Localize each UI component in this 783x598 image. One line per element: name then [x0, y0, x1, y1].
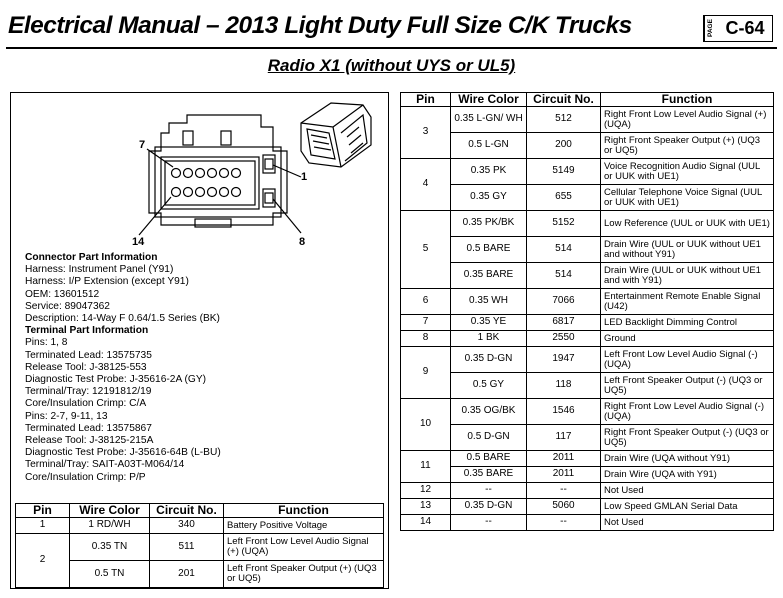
page-number-box [703, 15, 773, 42]
table-row [401, 515, 774, 531]
circuit-cell: 2011 [527, 467, 601, 483]
wire-color-cell: 0.5 BARE [451, 451, 527, 467]
circuit-cell: 118 [527, 373, 601, 399]
function-cell: Left Front Speaker Output (+) (UQ3 or UQ5) [224, 561, 384, 588]
connector-info [25, 252, 221, 484]
pin-cell: 3 [401, 107, 451, 159]
pin-8-label: 8 [299, 236, 306, 248]
table-row [401, 107, 774, 133]
info-line: Release Tool: J-38125-553 [25, 361, 147, 373]
page-title: Electrical Manual – 2013 Light Duty Full Size C/K Trucks [8, 12, 632, 39]
table-row [16, 534, 384, 561]
info-line: Pins: 2-7, 9-11, 13 [25, 410, 108, 422]
pin-cell: 5 [401, 211, 451, 289]
table-row [401, 425, 774, 451]
wire-color-cell: 1 BK [451, 331, 527, 347]
wire-color-cell: 0.35 PK/BK [451, 211, 527, 237]
table-row [401, 185, 774, 211]
function-cell: Right Front Low Level Audio Signal (+) (UQA) [601, 107, 774, 133]
wire-color-cell: 0.35 D-GN [451, 499, 527, 515]
function-cell: Battery Positive Voltage [224, 518, 384, 534]
info-heading: Connector Part Information [25, 252, 158, 263]
wire-color-cell: 0.35 BARE [451, 467, 527, 483]
table-row [401, 289, 774, 315]
table-row [16, 561, 384, 588]
function-cell: Cellular Telephone Voice Signal (UUL or UUK with UE1) [601, 185, 774, 211]
function-cell: Left Front Low Level Audio Signal (-) (UQA) [601, 347, 774, 373]
circuit-cell: 1947 [527, 347, 601, 373]
wire-color-cell: -- [451, 515, 527, 531]
pin-cell: 8 [401, 331, 451, 347]
info-line: Core/Insulation Crimp: C/A [25, 398, 147, 410]
circuit-cell: 512 [527, 107, 601, 133]
function-cell: Entertainment Remote Enable Signal (U42) [601, 289, 774, 315]
info-line: Terminated Lead: 13575867 [25, 422, 152, 434]
table-row [401, 499, 774, 515]
circuit-cell: 6817 [527, 315, 601, 331]
table-row [401, 347, 774, 373]
wire-color-cell: 1 RD/WH [70, 518, 150, 534]
wire-color-cell: 0.35 BARE [451, 263, 527, 289]
wire-color-cell: 0.35 TN [70, 534, 150, 561]
circuit-cell: 655 [527, 185, 601, 211]
info-line: Terminal/Tray: SAIT-A03T-M064/14 [25, 459, 185, 471]
info-line: Terminal/Tray: 12191812/19 [25, 386, 152, 398]
circuit-cell: 200 [527, 133, 601, 159]
function-cell: Drain Wire (UUL or UUK without UE1 and without Y91) [601, 237, 774, 263]
connector-diagram [11, 93, 388, 255]
circuit-cell: 5060 [527, 499, 601, 515]
wire-color-cell: 0.35 GY [451, 185, 527, 211]
pin-cell: 12 [401, 483, 451, 499]
circuit-cell: 117 [527, 425, 601, 451]
header-pin: Pin [16, 504, 70, 518]
wire-color-cell: 0.35 D-GN [451, 347, 527, 373]
function-cell: Drain Wire (UUL or UUK without UE1 and with Y91) [601, 263, 774, 289]
wire-color-cell: -- [451, 483, 527, 499]
circuit-cell: 7066 [527, 289, 601, 315]
wire-color-cell: 0.35 PK [451, 159, 527, 185]
pin-table-right [400, 92, 774, 531]
circuit-cell: 2550 [527, 331, 601, 347]
info-heading: Terminal Part Information [25, 325, 149, 337]
header-circuit: Circuit No. [527, 93, 601, 107]
pin-cell: 9 [401, 347, 451, 399]
wire-color-cell: 0.5 L-GN [451, 133, 527, 159]
pin-1-label: 1 [301, 171, 308, 183]
page-word: PAGE [704, 16, 718, 41]
circuit-cell: 201 [150, 561, 224, 588]
table-row [401, 483, 774, 499]
wire-color-cell: 0.5 BARE [451, 237, 527, 263]
pin-table-left [15, 503, 384, 588]
circuit-cell: 514 [527, 263, 601, 289]
subtitle-text: Radio X1 (without UYS or UL5) [267, 56, 516, 75]
circuit-cell: 5152 [527, 211, 601, 237]
pin-cell: 2 [16, 534, 70, 588]
function-cell: Right Front Low Level Audio Signal (-) (UQA) [601, 399, 774, 425]
info-line: Harness: I/P Extension (except Y91) [25, 276, 189, 288]
subtitle [0, 56, 783, 76]
circuit-cell: 1546 [527, 399, 601, 425]
function-cell: Not Used [601, 483, 774, 499]
info-line: Release Tool: J-38125-215A [25, 435, 154, 447]
table-row [401, 399, 774, 425]
pin-cell: 13 [401, 499, 451, 515]
circuit-cell: 511 [150, 534, 224, 561]
circuit-cell: -- [527, 515, 601, 531]
pin-cell: 1 [16, 518, 70, 534]
function-cell: Right Front Speaker Output (-) (UQ3 or UQ5) [601, 425, 774, 451]
pin-cell: 6 [401, 289, 451, 315]
table-row [16, 518, 384, 534]
header-pin: Pin [401, 93, 451, 107]
wire-color-cell: 0.5 TN [70, 561, 150, 588]
circuit-cell: 5149 [527, 159, 601, 185]
header-function: Function [601, 93, 774, 107]
table-row [401, 467, 774, 483]
wire-color-cell: 0.35 OG/BK [451, 399, 527, 425]
circuit-cell: 340 [150, 518, 224, 534]
function-cell: Not Used [601, 515, 774, 531]
function-cell: Voice Recognition Audio Signal (UUL or UUK with UE1) [601, 159, 774, 185]
header-wire-color: Wire Color [70, 504, 150, 518]
info-line: Pins: 1, 8 [25, 337, 68, 349]
pin-cell: 14 [401, 515, 451, 531]
table-row [401, 237, 774, 263]
pin-cell: 7 [401, 315, 451, 331]
pin-cell: 11 [401, 451, 451, 483]
wire-color-cell: 0.5 GY [451, 373, 527, 399]
pin-14-label: 14 [132, 236, 145, 248]
wire-color-cell: 0.5 D-GN [451, 425, 527, 451]
table-row [401, 451, 774, 467]
info-line: Description: 14-Way F 0.64/1.5 Series (BK) [25, 313, 220, 325]
function-cell: Drain Wire (UQA with Y91) [601, 467, 774, 483]
table-row [401, 373, 774, 399]
table-row [401, 315, 774, 331]
function-cell: Ground [601, 331, 774, 347]
function-cell: Left Front Speaker Output (-) (UQ3 or UQ5) [601, 373, 774, 399]
circuit-cell: -- [527, 483, 601, 499]
function-cell: Right Front Speaker Output (+) (UQ3 or UQ5) [601, 133, 774, 159]
info-line: Service: 89047362 [25, 300, 110, 312]
info-line: Diagnostic Test Probe: J-35616-2A (GY) [25, 374, 207, 386]
info-line: Diagnostic Test Probe: J-35616-64B (L-BU) [25, 447, 221, 459]
table-row [401, 211, 774, 237]
info-line: Harness: Instrument Panel (Y91) [25, 264, 174, 276]
info-line: Terminated Lead: 13575735 [25, 349, 152, 361]
function-cell: Low Reference (UUL or UUK with UE1) [601, 211, 774, 237]
circuit-cell: 2011 [527, 451, 601, 467]
wire-color-cell: 0.35 L-GN/ WH [451, 107, 527, 133]
header-wire-color: Wire Color [451, 93, 527, 107]
table-row [401, 133, 774, 159]
wire-color-cell: 0.35 WH [451, 289, 527, 315]
table-row [401, 331, 774, 347]
info-line: OEM: 13601512 [25, 288, 100, 300]
function-cell: Low Speed GMLAN Serial Data [601, 499, 774, 515]
info-line: Core/Insulation Crimp: P/P [25, 471, 146, 483]
table-row [401, 159, 774, 185]
header-function: Function [224, 504, 384, 518]
pin-cell: 4 [401, 159, 451, 211]
title-rule [6, 47, 777, 49]
wire-color-cell: 0.35 YE [451, 315, 527, 331]
pin-7-label: 7 [139, 139, 146, 151]
function-cell: LED Backlight Dimming Control [601, 315, 774, 331]
table-row [401, 263, 774, 289]
header-circuit: Circuit No. [150, 504, 224, 518]
function-cell: Left Front Low Level Audio Signal (+) (UQA) [224, 534, 384, 561]
pin-cell: 10 [401, 399, 451, 451]
circuit-cell: 514 [527, 237, 601, 263]
function-cell: Drain Wire (UQA without Y91) [601, 451, 774, 467]
page-number: C-64 [725, 18, 765, 38]
